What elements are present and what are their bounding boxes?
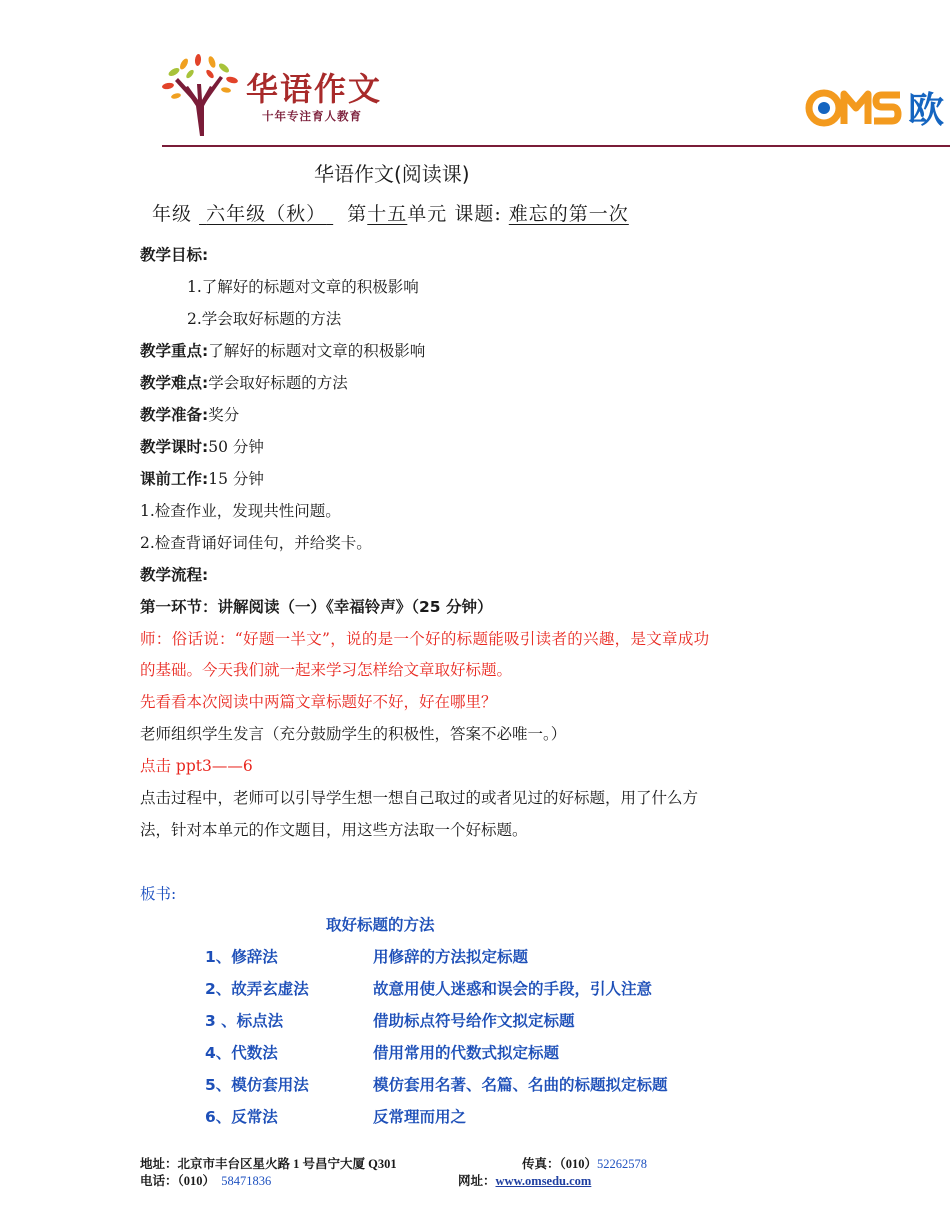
topic-value: 难忘的第一次 (508, 203, 629, 225)
footer-address: 地址：北京市丰台区星火路 1 号昌宁大厦 Q301 (140, 1157, 397, 1171)
ppt-instruction: 点击 ppt3——6 (140, 757, 253, 775)
logo-slogan: 十年专注育人教育 (262, 109, 362, 123)
section-heading: 第一环节：讲解阅读（一）《幸福铃声》（25 分钟） (140, 598, 493, 616)
organize-text: 老师组织学生发言（充分鼓励学生的积极性，答案不必唯一。） (140, 725, 567, 743)
method-name: 4、代数法 (205, 1044, 278, 1062)
header-divider (162, 145, 950, 147)
method-desc: 用修辞的方法拟定标题 (373, 948, 529, 966)
duration-row (140, 435, 264, 457)
process-heading: 教学流程: (140, 566, 209, 584)
duration-value: 50 分钟 (208, 438, 264, 456)
pre-class-item: 1.检查作业，发现共性问题。 (140, 502, 341, 520)
method-name: 6、反常法 (205, 1108, 278, 1126)
question-text: 先看看本次阅读中两篇文章标题好不好，好在哪里？ (140, 693, 497, 711)
method-desc: 故意用使人迷惑和误会的手段，引人注意 (373, 980, 653, 998)
difficulty-label: 教学难点: (140, 374, 209, 392)
footer-fax: 传真：（010）52262578 (522, 1157, 648, 1171)
teacher-text: 的基础。今天我们就一起来学习怎样给文章取好标题。 (140, 661, 513, 679)
logo-title: 华语作文 (246, 70, 383, 108)
goals-heading: 教学目标: (140, 246, 209, 264)
note-text: 法，针对本单元的作文题目，用这些方法取一个好标题。 (140, 821, 528, 839)
pre-class-row (140, 467, 264, 489)
method-desc: 借用常用的代数式拟定标题 (373, 1044, 560, 1062)
footer-website: 网址：www.omsedu.com (458, 1174, 592, 1188)
method-name: 1、修辞法 (205, 948, 278, 966)
unit-prefix: 第 (347, 203, 368, 225)
board-title: 取好标题的方法 (326, 916, 435, 934)
svg-text:欧: 欧 (908, 90, 945, 130)
method-desc: 反常理而用之 (373, 1108, 467, 1126)
pre-class-item: 2.检查背诵好词佳句，并给奖卡。 (140, 534, 372, 552)
goal-item: 1.了解好的标题对文章的积极影响 (187, 278, 419, 296)
prep-row (140, 403, 239, 425)
method-desc: 借助标点符号给作文拟定标题 (373, 1012, 575, 1030)
goal-item: 2.学会取好标题的方法 (187, 310, 342, 328)
unit-value: 十五 (367, 203, 408, 225)
website-link[interactable]: www.omsedu.com (495, 1174, 592, 1188)
grade-value: 六年级（秋） (206, 203, 327, 225)
difficulty-value: 学会取好标题的方法 (208, 374, 348, 392)
difficulty-row (140, 371, 348, 393)
pre-class-label: 课前工作: (140, 470, 209, 488)
method-name: 5、模仿套用法 (205, 1076, 309, 1094)
method-desc: 模仿套用名著、名篇、名曲的标题拟定标题 (373, 1076, 668, 1094)
course-line (152, 199, 629, 226)
oms-logo-icon (804, 86, 950, 130)
prep-value: 奖分 (208, 406, 240, 424)
footer-phone: 电话：（010） 58471836 (140, 1174, 272, 1188)
page-title: 华语作文(阅读课) (314, 162, 470, 186)
tree-logo-icon (160, 54, 244, 138)
key-point-row (140, 339, 425, 361)
board-label: 板书: (140, 885, 177, 903)
prep-label: 教学准备: (140, 406, 209, 424)
duration-label: 教学课时: (140, 438, 209, 456)
key-point-label: 教学重点: (140, 342, 209, 360)
grade-label: 年级 (152, 203, 193, 225)
method-name: 3 、标点法 (205, 1012, 284, 1030)
pre-class-value: 15 分钟 (208, 470, 264, 488)
method-name: 2、故弄玄虚法 (205, 980, 309, 998)
key-point-value: 了解好的标题对文章的积极影响 (208, 342, 426, 360)
note-text: 点击过程中，老师可以引导学生想一想自己取过的或者见过的好标题，用了什么方 (140, 789, 699, 807)
teacher-text: 师：俗话说：“好题一半文”，说的是一个好的标题能吸引读者的兴趣，是文章成功 (140, 630, 710, 648)
unit-suffix: 单元 课题: (407, 203, 502, 225)
